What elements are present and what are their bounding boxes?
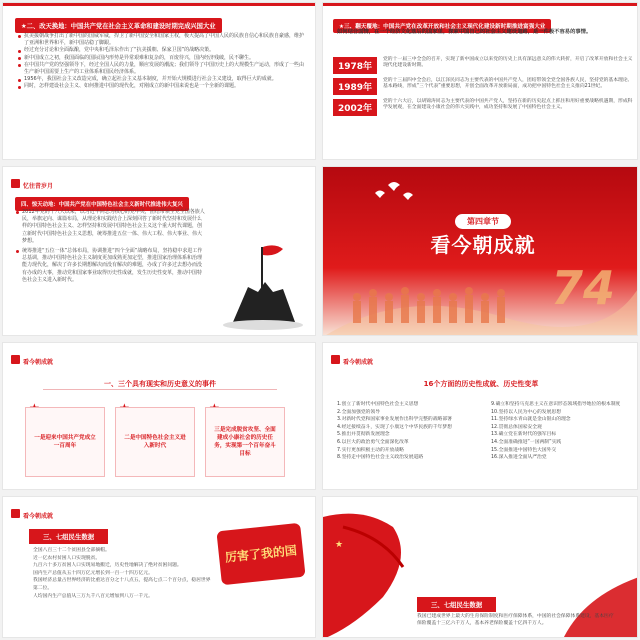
list-item: 人均国内生产总值从三万九千八百元增加到八万一千元。 xyxy=(33,593,153,599)
list-item: 15.全面推进中国特色大国外交 xyxy=(491,447,557,453)
anniversary-number: 74 xyxy=(550,261,615,315)
slide-6-title: 16个方面的历史性成就、历史性变革 xyxy=(423,380,539,388)
bullet: 统筹推进“五位一体”总体布局，协调推进“四个全面”战略布局，坚持稳中求进工作总基调，推动中国特色社会主义制度更加成熟更加定型，推进国家治理体系和治理能力现代化，解决了许多长期想解决而没有解决的难题，办成了许多过去想办而没有办成的大事，推动党和国家事业取得历史性成就，发生历史性变革，推动中国特色社会主义进入新时代。 xyxy=(15,248,205,284)
bullet: 经过充分讨论和全面酝酿，党中央和毛泽东作出了“抗美援朝、保家卫国”的战略决策。 xyxy=(17,47,307,54)
banner-badge: 厉害了我的国 xyxy=(216,523,305,585)
event-card: 二是中国特色社会主义进入新时代 xyxy=(115,407,195,477)
slide-4[interactable] xyxy=(322,166,638,336)
slide-5-header: 看今朝成就 xyxy=(11,349,53,368)
svg-text:★: ★ xyxy=(335,540,344,550)
list-item: 我国经济总量占世界经济的比重达百分之十八点五，提高七点二个百分点，稳居世界第二位。 xyxy=(33,578,211,591)
slide-8-text: 我国已建成世界上最大的生育保险制度和医疗保障体系，中国的社会保障体系建设，基本医疗保险覆盖十三亿六千万人，基本养老保险覆盖十亿四千万人。 xyxy=(417,614,614,626)
party-emblem-icon xyxy=(331,355,340,364)
list-item: 11.坚持绿水青山就是金山银山的理念 xyxy=(491,417,571,423)
year-badge: 1978年 xyxy=(333,57,377,74)
party-emblem-icon xyxy=(11,509,20,518)
bullet: 2012年党的十八大以来，以习近平同志为核心的党中央，团结带领全党全国各族人民，举旗定向、谋篇布局，从理论和实践结合上深刻回答了新时代坚持和发展什么样的中国特色社会主义、怎样坚持和发展中国特色社会主义这个重大时代课题，创立新时代中国特色社会主义思想，统筹推进五位一体、伟大工程、伟大事业、伟大梦想。 xyxy=(15,209,205,245)
list-item: 5.推出并贯彻新发展理念 xyxy=(337,432,390,438)
party-emblem-icon xyxy=(11,355,20,364)
list-item: 7.实行更加积极主动的开放战略 xyxy=(337,447,404,453)
slide-7[interactable] xyxy=(2,496,316,638)
list-item: 3.对新时代党和国家事业发展作出科学完整的战略部署 xyxy=(337,417,452,423)
slide-7-bullets xyxy=(33,547,213,600)
bullet: 同时，怎样建设社会主义、如何推进中国的现代化，对刚成立的新中国来说也是一个全新的课题。 xyxy=(17,83,307,90)
year-badge: 1989年 xyxy=(333,78,377,95)
slide-7-header: 看今朝成就 xyxy=(11,503,53,522)
slide-5[interactable] xyxy=(2,342,316,490)
slide-8-title: 三、七组民生数据 xyxy=(417,597,496,612)
crowd-silhouette-icon xyxy=(353,283,533,323)
slide-5-title: 一、三个具有现实和历史意义的事件 xyxy=(104,380,216,388)
slide-1-title: ★二、改天换地：中国共产党在社会主义革命和建设时期完成兴国大业 xyxy=(15,13,222,33)
bullet: 1956年，我国社会主义改造完成，确立起社会主义基本制度，并开始大规模进行社会主义建设，取得巨大的成就。 xyxy=(17,76,307,83)
achievements-left xyxy=(337,401,473,462)
slide-2-intro: 如何结合国情，在一个经济文化落后的国家里，探索中国自己的社会主义建设道路，是一件极不容易的事情。 xyxy=(337,29,592,35)
slide-6-header: 看今朝成就 xyxy=(331,349,373,368)
year-text: 党的十三届四中全会后，以江泽民同志为主要代表的中国共产党人，团结带领全党全国各族人民，坚持党的基本理论、基本路线，形成“三个代表”重要思想，开创全面改革开放新局面，成功把中国特色社会主义推向21世纪。 xyxy=(383,78,633,90)
slide-2[interactable] xyxy=(322,2,638,160)
list-item: 全国八百三十二个贫困县全部摘帽。 xyxy=(33,548,110,553)
slide-2-title: ★三、翻天覆地：中国共产党在改革开放和社会主义现代化建设新时期推进富强大业 xyxy=(333,13,551,33)
list-item: 16.深入推进全面从严治党 xyxy=(491,455,547,461)
list-item: 14.全面准确推进“一国两制”实践 xyxy=(491,439,562,445)
list-item: 九百六十多万贫困人口实现易地搬迁，历史性地解决了绝对贫困问题。 xyxy=(33,563,182,569)
year-row xyxy=(333,57,633,74)
list-item: 13.确立党在新时代的强军目标 xyxy=(491,432,557,438)
slide-6[interactable] xyxy=(322,342,638,490)
list-item: 2.全面加强党的领导 xyxy=(337,409,380,415)
top-accent-line xyxy=(323,3,637,6)
slide-3[interactable] xyxy=(2,166,316,336)
year-row xyxy=(333,99,633,116)
list-item: 12.贯彻总体国家安全观 xyxy=(491,424,542,430)
year-row xyxy=(333,78,633,95)
slide-3-bullets xyxy=(15,209,205,284)
list-item: 10.坚持以人民为中心的发展思想 xyxy=(491,409,561,415)
list-item: 9.确立和坚持马克思主义在意识形态领域指导地位的根本制度 xyxy=(491,402,621,407)
chapter-tag: 第四章节 xyxy=(413,209,553,229)
slide-7-title: 三、七组民生数据 xyxy=(29,529,108,544)
list-item: 4.经过接续奋斗，实现了小康这个中华民族的千年梦想 xyxy=(337,424,452,430)
year-text: 党的十一届三中全会的召开，实现了新中国成立以来党的历史上具有深远意义的伟大转折，开启了改革开放和社会主义现代化建设新时期。 xyxy=(383,57,633,69)
party-emblem-icon xyxy=(11,179,20,188)
list-item: 1.创立了新时代中国特色社会主义思想 xyxy=(337,402,419,407)
bullet: 抗美援朝战争打出了新中国的国威军威，捍卫了新中国安全和国家主权，极大提高了中国人民的民族自信心和民族自豪感，维护了亚洲和世界和平，新中国站稳了脚跟。 xyxy=(17,33,307,47)
event-card: 一是迎来中国共产党成立一百周年 xyxy=(25,407,105,477)
slide-3-header: 忆往昔岁月 xyxy=(11,173,53,192)
slide-1-bullets xyxy=(17,33,307,91)
year-badge: 2002年 xyxy=(333,99,377,116)
list-item: 8.坚持走中国特色社会主义政治发展道路 xyxy=(337,455,424,461)
chapter-title: 看今朝成就 xyxy=(430,233,536,257)
slide-8[interactable] xyxy=(322,496,638,638)
list-item: 国内生产总值从五十四万亿元增长到一百一十四万亿元。 xyxy=(33,570,153,576)
bullet: 在中国共产党的坚强领导下，经过全国人民的力量，顺应发展的潮流；我们领导了中国历史上的大规模生产运动，形成了一些由生产新中国需要上生产的工业体系和国民经济体系。 xyxy=(17,62,307,76)
list-item: 6.以巨大的政治勇气全面深化改革 xyxy=(337,439,409,445)
list-item: 近一亿农村贫困人口实现脱贫。 xyxy=(33,555,101,561)
slide-1[interactable] xyxy=(2,2,316,160)
slide-3-title: 四、惊天动地：中国共产党在中国特色社会主义新时代推进伟大复兴 xyxy=(15,191,189,211)
event-card: 三是完成脱贫攻坚、全面建成小康社会的历史任务，实现第一个百年奋斗目标 xyxy=(205,407,285,477)
bullet: 新中国成立之初，我国面临的国际国内形势是异常艰难和复杂的，百废待兴，国内经济残破，民不聊生。 xyxy=(17,55,307,62)
divider xyxy=(43,389,277,390)
top-accent-line xyxy=(3,3,315,6)
achievements-right xyxy=(491,401,627,462)
year-text: 党的十六大后，以胡锦涛同志为主要代表的中国共产党人，坚持在新的历史起点上抓住和用好重要战略机遇期，形成科学发展观，在全面建设小康社会的伟大实践中，成功坚持和发展了中国特色社会主义。 xyxy=(383,99,633,111)
flag-raising-silhouette-icon xyxy=(213,237,313,332)
year-timeline xyxy=(333,57,633,120)
